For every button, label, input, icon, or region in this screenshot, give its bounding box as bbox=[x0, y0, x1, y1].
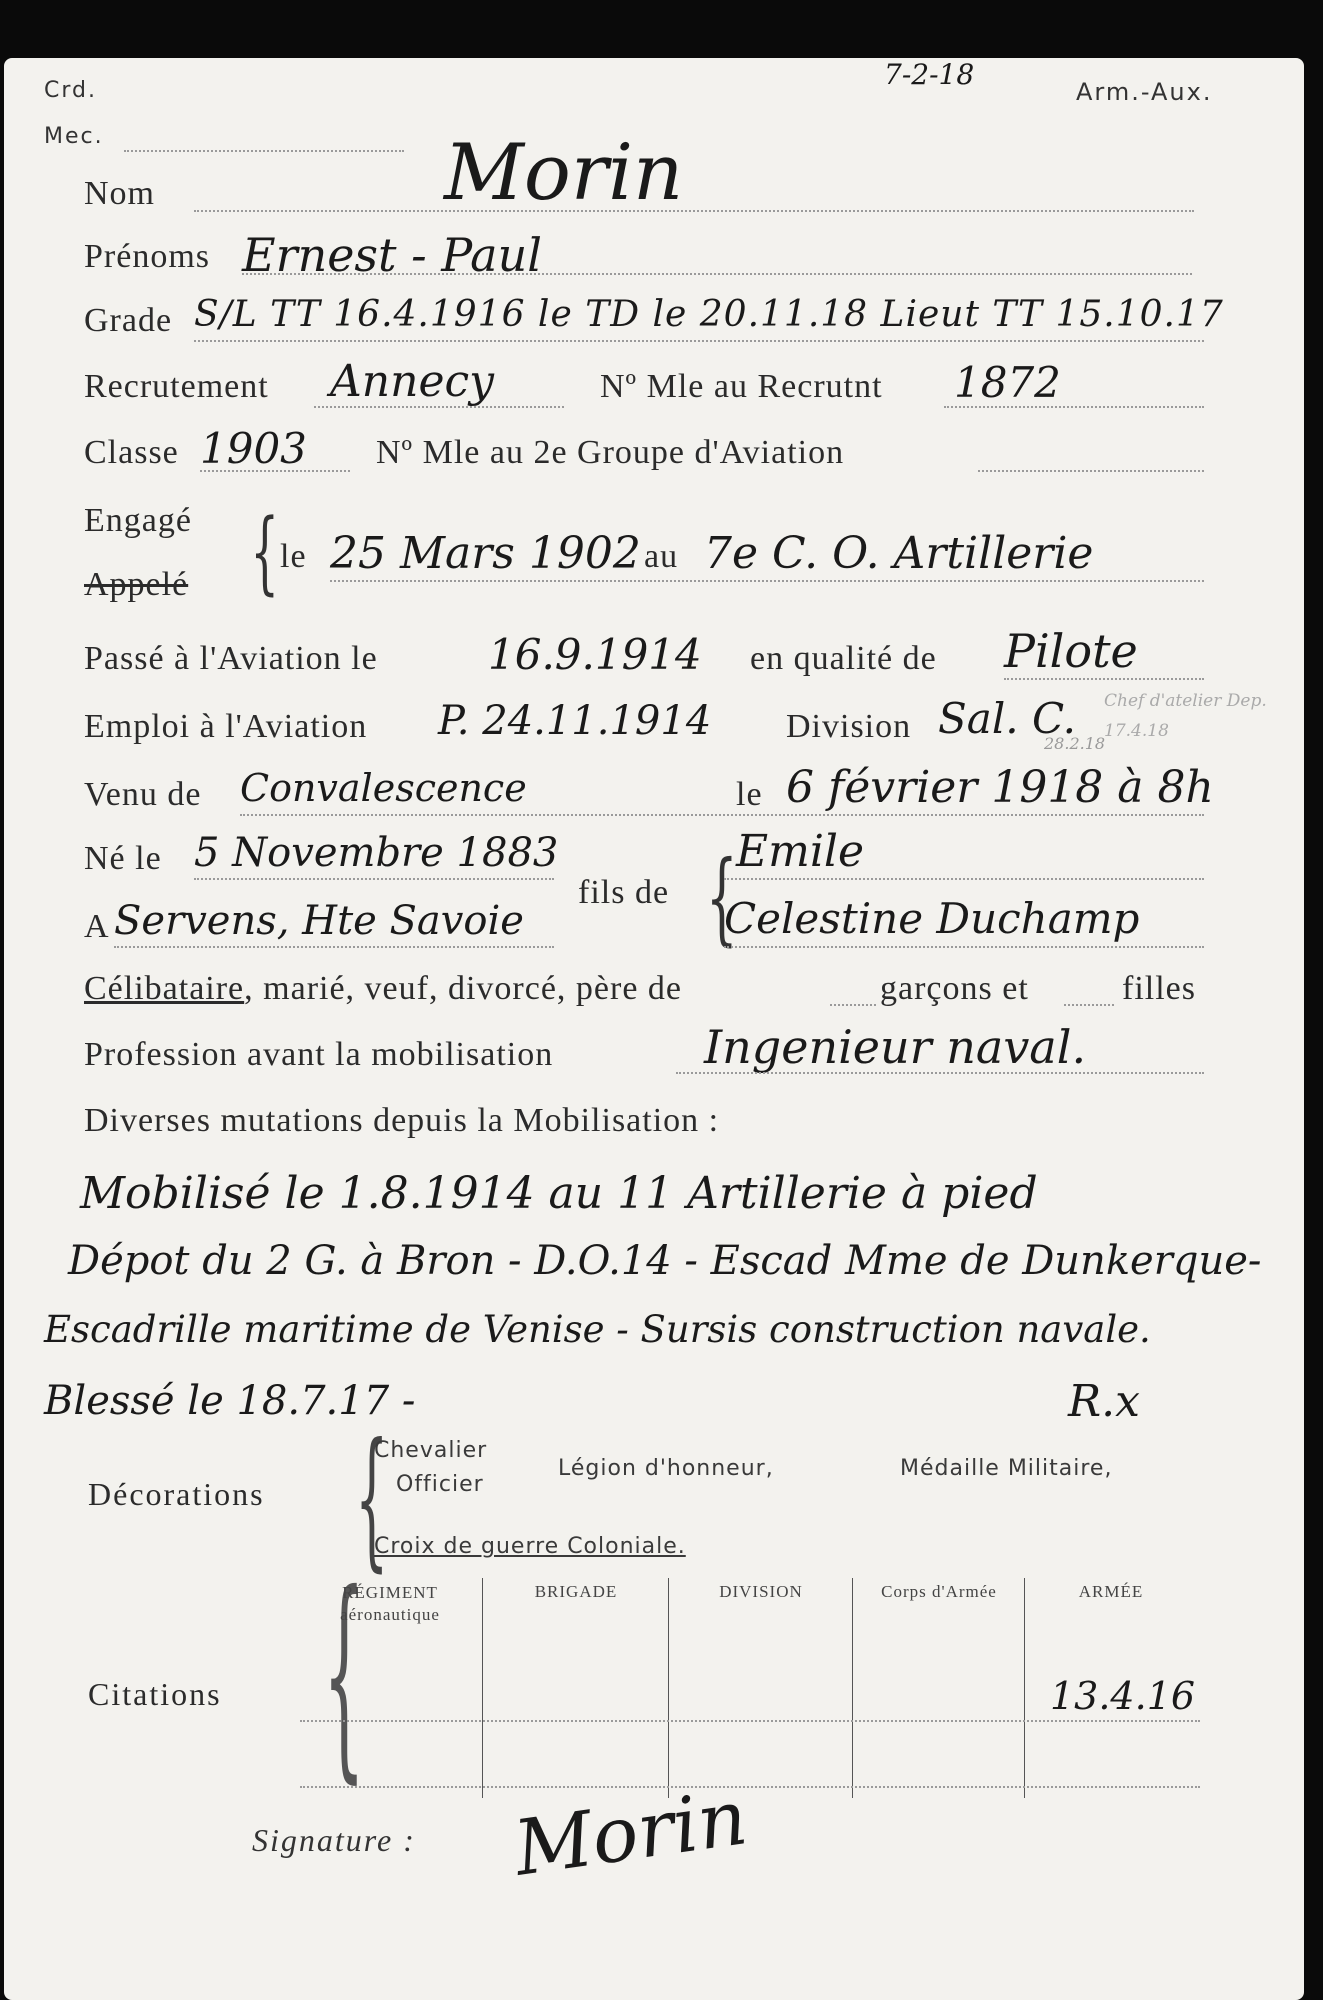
citations-col-division: DIVISION bbox=[719, 1582, 803, 1601]
venu-le-label: le bbox=[736, 776, 763, 813]
decorations-label: Décorations bbox=[88, 1476, 265, 1512]
citations-column-divider bbox=[852, 1578, 853, 1798]
division-label: Division bbox=[786, 708, 912, 745]
citations-row-line bbox=[300, 1786, 1200, 1788]
grade-dotted-line bbox=[194, 340, 1204, 342]
prenoms-label: Prénoms bbox=[84, 238, 210, 275]
nmle-recrut-value: 1872 bbox=[954, 358, 1061, 407]
appele-label: Appelé bbox=[84, 566, 189, 603]
grade-value: S/L TT 16.4.1916 le TD le 20.11.18 Lieut TT 15.10.17 bbox=[194, 294, 1224, 335]
medaille-militaire-label: Médaille Militaire, bbox=[900, 1456, 1113, 1481]
qualite-value: Pilote bbox=[1004, 624, 1138, 678]
engage-label: Engagé bbox=[84, 502, 192, 539]
ne-value: 5 Novembre 1883 bbox=[194, 830, 559, 876]
citations-row-line bbox=[300, 1720, 1200, 1722]
citations-col-regiment: RÉGIMENT aéronautique bbox=[340, 1583, 440, 1624]
officier-label: Officier bbox=[396, 1472, 484, 1497]
citations-col-brigade: BRIGADE bbox=[534, 1582, 618, 1601]
top-date: 7-2-18 bbox=[884, 58, 975, 91]
celibataire-option: Célibataire bbox=[84, 970, 245, 1007]
profession-dotted-line bbox=[676, 1072, 1204, 1074]
qualite-label: en qualité de bbox=[750, 640, 937, 677]
etat-other-options: , marié, veuf, divorcé, père de bbox=[244, 970, 683, 1007]
nmle-groupe-label: Nº Mle au 2e Groupe d'Aviation bbox=[376, 434, 845, 471]
nmle-recrut-dotted-line bbox=[944, 406, 1204, 408]
decorations-brace: { bbox=[355, 1412, 389, 1586]
engage-au-label: au bbox=[644, 538, 679, 575]
personnel-record-card bbox=[4, 58, 1304, 2000]
venu-date: 6 février 1918 à 8h bbox=[786, 762, 1214, 813]
classe-label: Classe bbox=[84, 434, 179, 471]
citations-column-divider bbox=[482, 1578, 483, 1798]
mutation-line: Blessé le 18.7.17 - bbox=[44, 1378, 416, 1424]
pere-value: Emile bbox=[736, 826, 865, 877]
citations-brace: { bbox=[322, 1546, 365, 1802]
a-value: Servens, Hte Savoie bbox=[114, 898, 524, 944]
nmle-groupe-dotted-line bbox=[978, 470, 1204, 472]
legion-honneur-label: Légion d'honneur, bbox=[558, 1456, 774, 1481]
recrutement-dotted-line bbox=[314, 406, 564, 408]
mutation-initials: R.x bbox=[1068, 1376, 1140, 1427]
emploi-value: P. 24.11.1914 bbox=[438, 698, 712, 744]
engage-dotted-line bbox=[330, 580, 1204, 582]
classe-value: 1903 bbox=[200, 424, 307, 473]
garcons-label: garçons et bbox=[880, 970, 1029, 1007]
mutations-label: Diverses mutations depuis la Mobilisation : bbox=[84, 1102, 720, 1139]
mere-value: Celestine Duchamp bbox=[724, 894, 1140, 943]
division-note: Chef d'atelier Dep. 17.4.18 bbox=[1104, 691, 1267, 741]
emploi-label: Emploi à l'Aviation bbox=[84, 708, 368, 745]
a-dotted-line bbox=[114, 946, 554, 948]
grade-label: Grade bbox=[84, 302, 173, 339]
nom-dotted-line bbox=[194, 210, 1194, 212]
venu-label: Venu de bbox=[84, 776, 202, 813]
prenoms-value: Ernest - Paul bbox=[242, 228, 542, 282]
fils-label: fils de bbox=[578, 874, 670, 911]
arm-aux-label: Arm.-Aux. bbox=[1076, 78, 1213, 106]
qualite-dotted-line bbox=[1004, 678, 1204, 680]
garcons-dotted-line bbox=[830, 1004, 876, 1006]
a-label: A bbox=[84, 908, 110, 945]
etat-civil-line bbox=[84, 970, 682, 1008]
recrutement-value: Annecy bbox=[330, 356, 494, 407]
engage-date: 25 Mars 1902 bbox=[330, 528, 641, 579]
nmle-recrut-label: Nº Mle au Recrutnt bbox=[600, 368, 883, 405]
mec-dotted-line bbox=[124, 150, 404, 152]
signature-label: Signature : bbox=[252, 1822, 416, 1858]
classe-dotted-line bbox=[200, 470, 350, 472]
citations-label: Citations bbox=[88, 1676, 222, 1712]
passe-label: Passé à l'Aviation le bbox=[84, 640, 378, 677]
citations-col-armee: ARMÉE bbox=[1078, 1582, 1144, 1601]
venu-dotted-line bbox=[240, 814, 1204, 816]
filles-label: filles bbox=[1122, 970, 1196, 1007]
profession-value: Ingenieur naval. bbox=[704, 1020, 1087, 1074]
engage-brace: { bbox=[250, 500, 279, 605]
prenoms-dotted-line bbox=[242, 273, 1192, 275]
parents-brace: { bbox=[705, 839, 738, 956]
chevalier-label: Chevalier bbox=[374, 1438, 488, 1463]
recrutement-label: Recrutement bbox=[84, 368, 269, 405]
mutation-line: Mobilisé le 1.8.1914 au 11 Artillerie à pied bbox=[80, 1168, 1038, 1219]
nom-label: Nom bbox=[84, 175, 155, 212]
mutation-line: Dépot du 2 G. à Bron - D.O.14 - Escad Mme de Dunkerque- bbox=[68, 1238, 1262, 1284]
ne-label: Né le bbox=[84, 840, 162, 877]
croix-de-guerre-label: Croix de guerre Coloniale. bbox=[374, 1534, 686, 1559]
mutation-line: Escadrille maritime de Venise - Sursis construction navale. bbox=[44, 1308, 1151, 1351]
ne-dotted-line bbox=[194, 878, 554, 880]
mere-dotted-line bbox=[724, 946, 1204, 948]
filles-dotted-line bbox=[1064, 1004, 1114, 1006]
passe-date: 16.9.1914 bbox=[488, 630, 702, 679]
crd-label: Crd. bbox=[44, 78, 97, 103]
citations-col-corps-armee: Corps d'Armée bbox=[881, 1582, 997, 1601]
nom-value: Morin bbox=[444, 128, 684, 218]
citation-armee-value: 13.4.16 bbox=[1050, 1674, 1196, 1718]
division-value: Sal. C. bbox=[938, 694, 1076, 743]
venu-value: Convalescence bbox=[240, 766, 527, 810]
division-note-date: 28.2.18 bbox=[1044, 734, 1106, 753]
engage-unit: 7e C. O. Artillerie bbox=[704, 528, 1094, 579]
mec-label: Mec. bbox=[44, 124, 104, 149]
citations-column-divider bbox=[668, 1578, 669, 1798]
pere-dotted-line bbox=[724, 878, 1204, 880]
profession-label: Profession avant la mobilisation bbox=[84, 1036, 554, 1073]
signature-value: Morin bbox=[508, 1772, 753, 1893]
engage-le-label: le bbox=[280, 538, 307, 575]
citations-column-divider bbox=[1024, 1578, 1025, 1798]
